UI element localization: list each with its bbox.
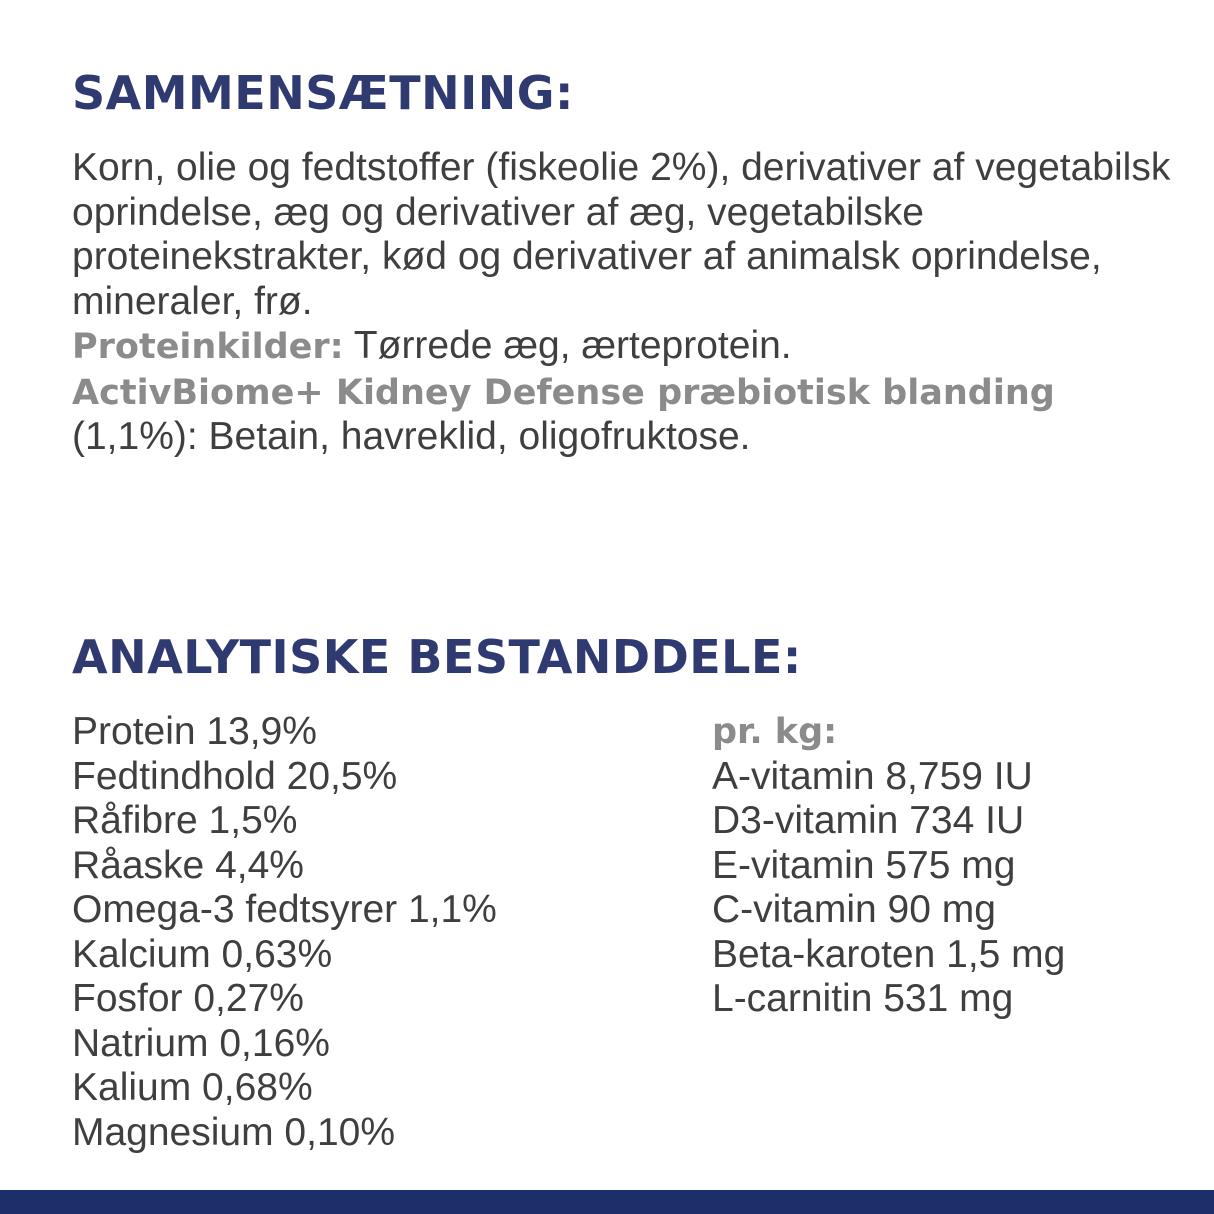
ingredients-paragraph: Korn, olie og fedtstoffer (fiskeolie 2%), derivativer af vegetabilsk oprindelse, æg og derivativer af æg, vegetabilske proteinekstrakter, kød og derivativer af animalsk oprindelse, mineraler, frø. — [72, 146, 1171, 323]
constituent-item: Natrium 0,16% — [72, 1021, 330, 1065]
analytical-heading: ANALYTISKE BESTANDDELE: — [72, 630, 802, 684]
prebiotic-paragraph — [72, 370, 1172, 460]
composition-text — [72, 146, 1172, 460]
prebiotic-label: ActivBiome+ Kidney Defense præbiotisk blanding — [72, 372, 1055, 413]
per-kg-item: Beta-karoten 1,5 mg — [712, 932, 1066, 976]
constituent-item: Kalcium 0,63% — [72, 932, 333, 976]
constituent-item: Fosfor 0,27% — [72, 977, 304, 1020]
per-kg-label: pr. kg: — [712, 712, 838, 752]
per-kg-item: A-vitamin 8,759 IU — [712, 754, 1033, 798]
constituent-item: Råaske 4,4% — [72, 843, 304, 887]
footer-bar — [0, 1190, 1214, 1214]
per-kg-item: E-vitamin 575 mg — [712, 843, 1016, 887]
constituent-item: Fedtindhold 20,5% — [72, 754, 398, 798]
constituents-list — [72, 710, 497, 1155]
per-kg-list — [712, 710, 1065, 1022]
per-kg-item: D3-vitamin 734 IU — [712, 799, 1025, 842]
constituent-item: Kalium 0,68% — [72, 1066, 313, 1109]
constituent-item: Råfibre 1,5% — [72, 799, 298, 842]
per-kg-item: C-vitamin 90 mg — [712, 888, 996, 931]
per-kg-item: L-carnitin 531 mg — [712, 977, 1014, 1020]
prebiotic-text: (1,1%): Betain, havreklid, oligofruktose. — [72, 415, 751, 458]
constituent-item: Protein 13,9% — [72, 710, 317, 753]
protein-sources-label: Proteinkilder: — [72, 327, 344, 367]
constituent-item: Magnesium 0,10% — [72, 1110, 396, 1154]
protein-sources-text: Tørrede æg, ærteprotein. — [343, 324, 792, 367]
protein-sources-line — [72, 324, 1172, 370]
constituent-item: Omega-3 fedtsyrer 1,1% — [72, 888, 497, 931]
composition-heading: SAMMENSÆTNING: — [72, 66, 574, 120]
